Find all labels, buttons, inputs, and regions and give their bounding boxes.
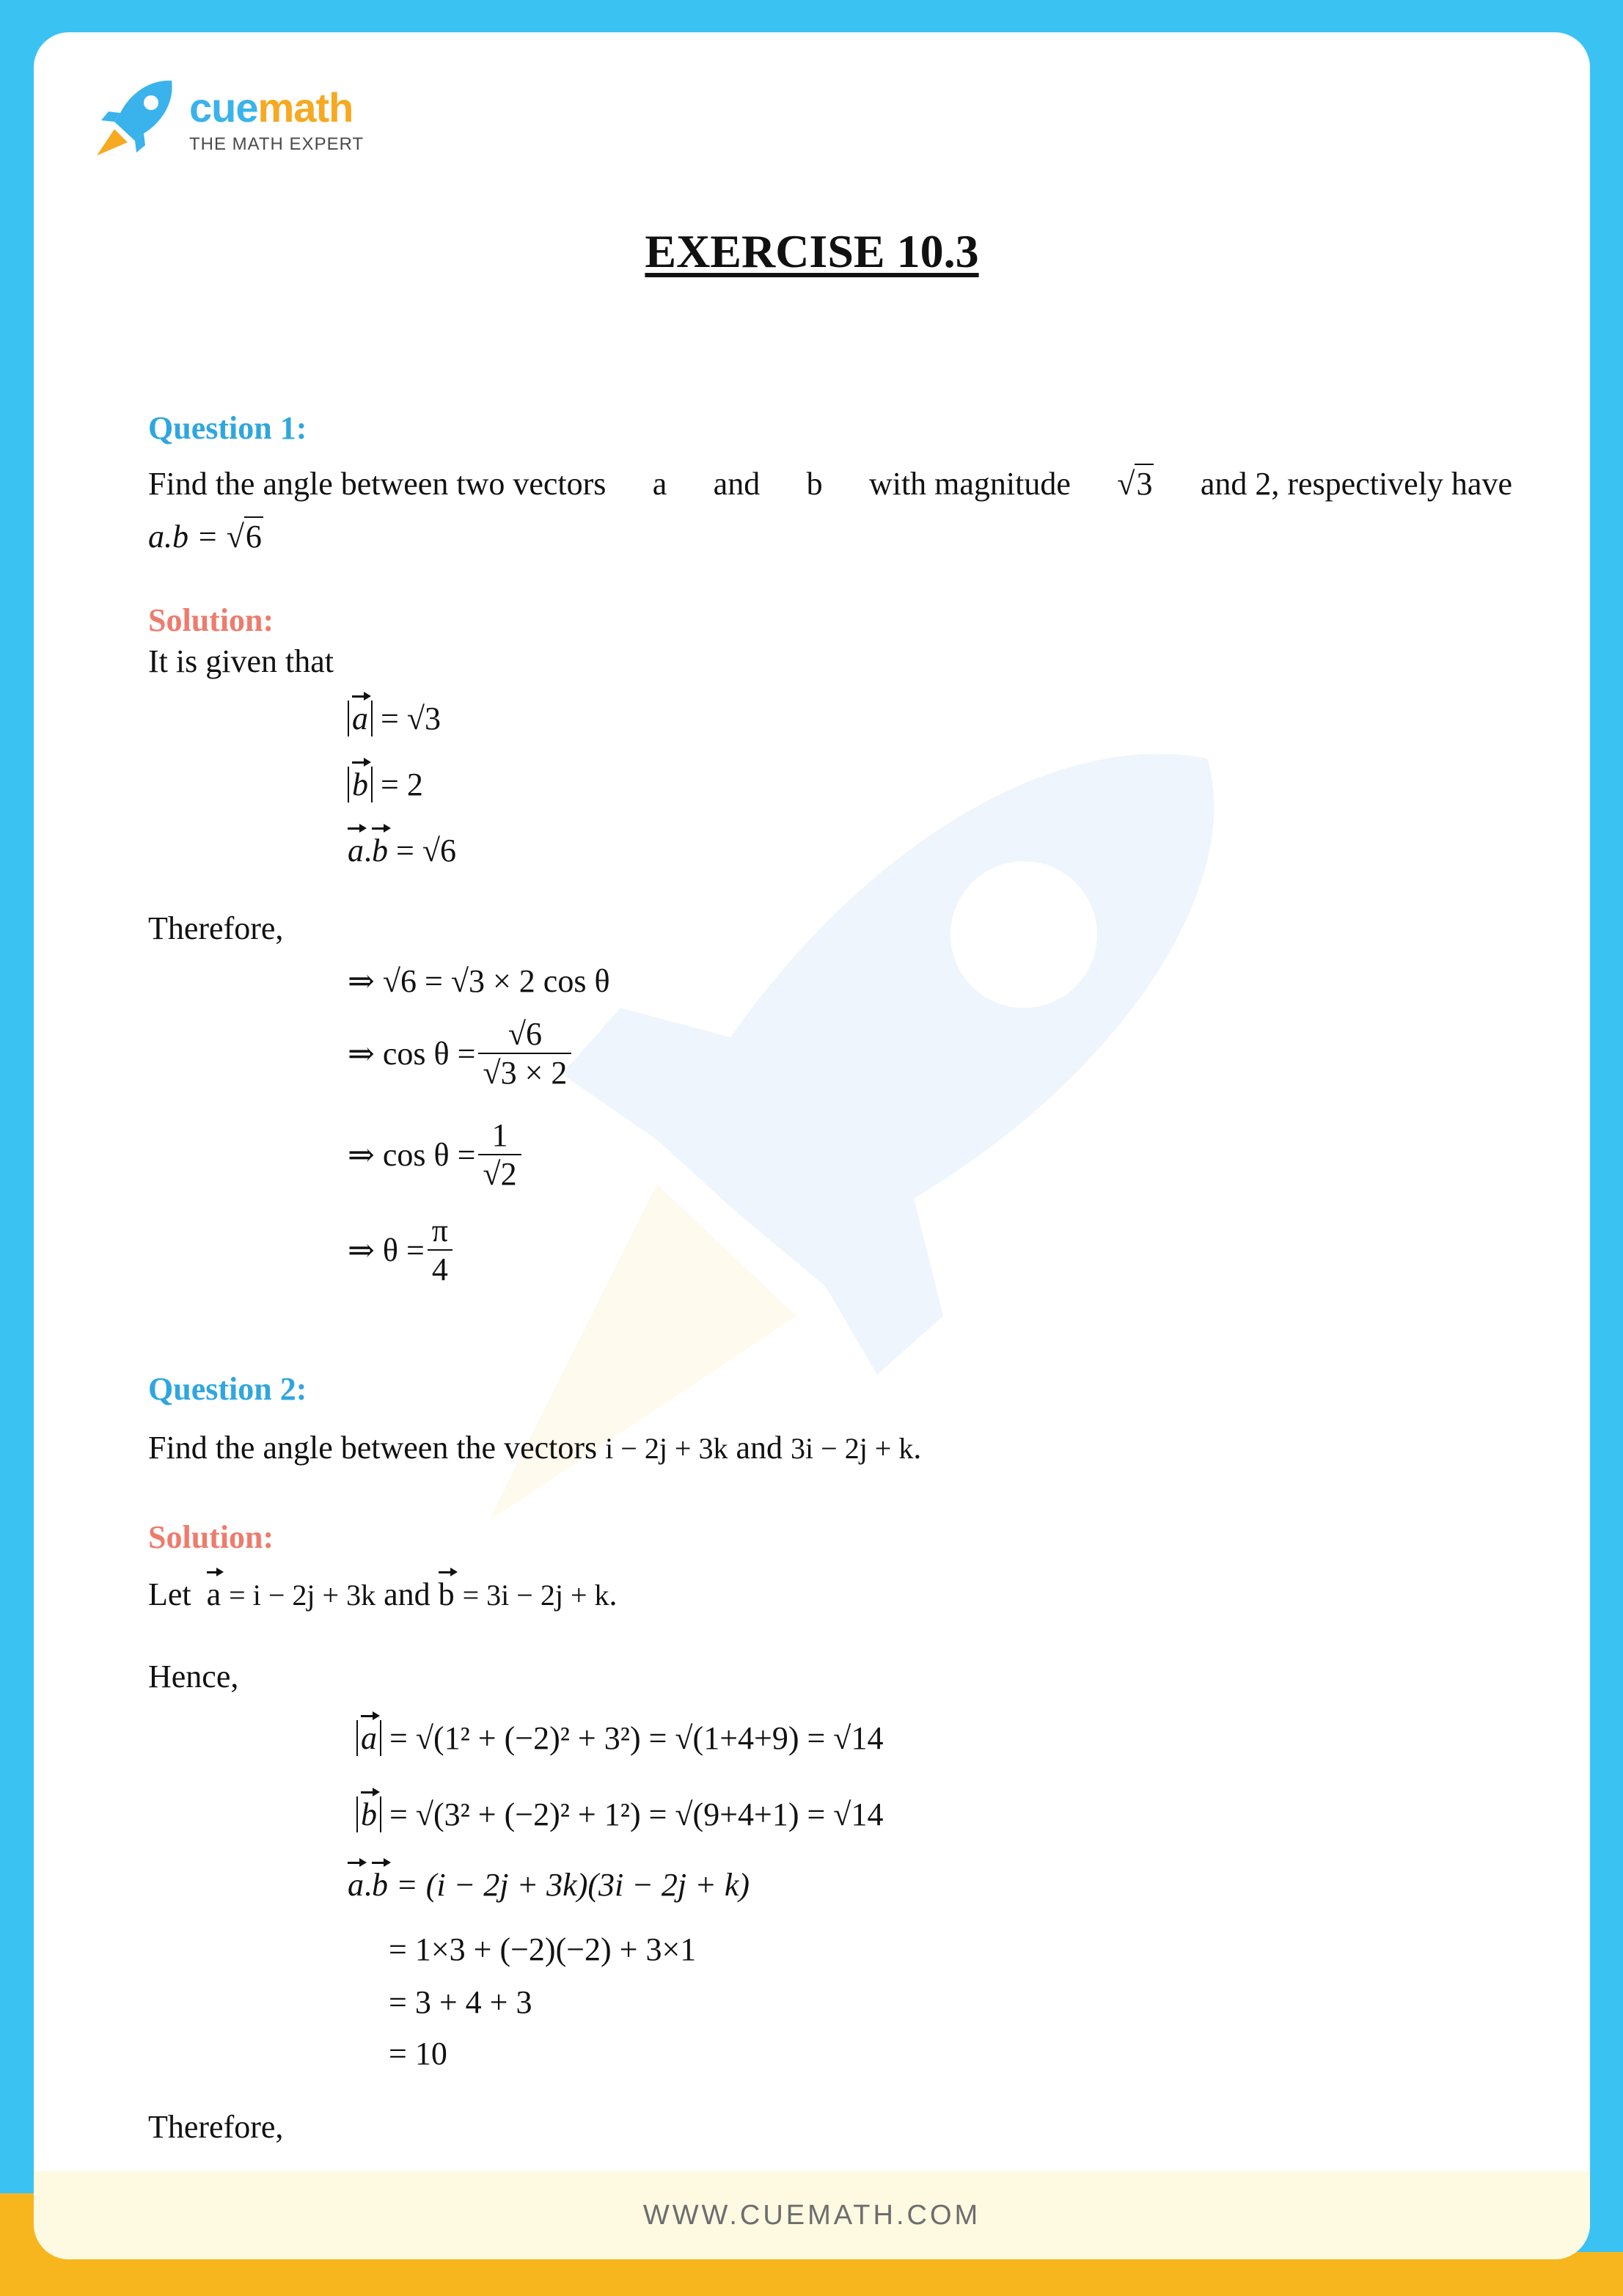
- q1-text-part: Find the angle between two vectors: [148, 466, 607, 502]
- q1-dot-rhs: 6: [244, 516, 263, 555]
- q2-text: Find the angle between the vectors: [148, 1430, 598, 1466]
- s2-dot-product: a.b = (i − 2j + 3k)(3i − 2j + k): [348, 1867, 750, 1903]
- s2-dot-step-4: = 10: [389, 2036, 447, 2072]
- s1-step-4-num: π: [431, 1213, 448, 1248]
- brand-tagline: THE MATH EXPERT: [189, 134, 364, 154]
- s1-given-b-value: = 2: [381, 767, 423, 802]
- s1-given-a: a = √3: [348, 700, 441, 737]
- s1-step-4-den: 4: [428, 1249, 453, 1288]
- s2-let-label: Let: [148, 1576, 191, 1612]
- s1-step-4-lhs: ⇒ θ =: [348, 1232, 425, 1268]
- q1-vector-a: a: [652, 466, 667, 502]
- solution-2-heading: Solution:: [148, 1519, 274, 1555]
- q1-magnitude: 3: [1135, 464, 1154, 502]
- s1-given-b: b = 2: [348, 766, 423, 803]
- q2-vector-1: i − 2j + 3k: [605, 1432, 728, 1465]
- page-title: EXERCISE 10.3: [645, 225, 979, 277]
- question-1-heading: Question 1:: [148, 410, 307, 446]
- s2-dot-step-3: = 3 + 4 + 3: [389, 1984, 532, 2020]
- q2-end: .: [913, 1430, 922, 1466]
- s1-step-2: [348, 1015, 574, 1092]
- q2-and: and: [736, 1430, 783, 1466]
- s2-modulus-b: b = √(3² + (−2)² + 1²) = √(9+4+1) = √14: [356, 1796, 883, 1833]
- rocket-logo-icon: [92, 76, 180, 164]
- s2-a-definition: = i − 2j + 3k: [229, 1579, 376, 1612]
- s2-and: and: [384, 1576, 431, 1612]
- solution-2-let: Let a = i − 2j + 3k and b = 3i − 2j + k.: [148, 1576, 618, 1612]
- s1-step-2-num: √6: [508, 1016, 542, 1052]
- s2-dot-step-2: = 1×3 + (−2)(−2) + 3×1: [389, 1931, 697, 1967]
- s1-given-dot: a.b = √6: [348, 833, 456, 869]
- s2-end: .: [609, 1576, 618, 1612]
- q1-vector-b: b: [806, 466, 823, 502]
- q1-dot-lhs: a.b =: [148, 519, 219, 555]
- s1-step-3-den: √2: [478, 1154, 521, 1193]
- rocket-watermark-icon: [415, 729, 1332, 1609]
- s2-hence: Hence,: [148, 1659, 239, 1694]
- s1-given-dot-value: = √6: [396, 833, 456, 869]
- s1-step-4: [348, 1212, 455, 1288]
- s1-step-1: ⇒ √6 = √3 × 2 cos θ: [348, 963, 610, 999]
- s1-step-2-lhs: ⇒ cos θ =: [348, 1035, 476, 1072]
- cuemath-logo: [92, 76, 364, 164]
- s2-modulus-a: a = √(1² + (−2)² + 3²) = √(1+4+9) = √14: [356, 1719, 883, 1757]
- s1-step-2-den: √3 × 2: [478, 1053, 571, 1092]
- s1-therefore: Therefore,: [148, 910, 284, 946]
- s2-modulus-a-value: = √(1² + (−2)² + 3²) = √(1+4+9) = √14: [389, 1720, 884, 1756]
- q1-text-with: with magnitude: [868, 466, 1071, 502]
- solution-1-intro: It is given that: [148, 643, 334, 679]
- brand-wordmark: cuemath: [189, 84, 353, 131]
- question-2-heading: Question 2:: [148, 1371, 307, 1407]
- question-1-text: Find the angle between two vectors a and b with magnitude √3 and 2, respectively have: [148, 464, 1512, 502]
- document-page: [34, 32, 1590, 2259]
- solution-1-heading: Solution:: [148, 602, 274, 638]
- q1-dot-product: a.b = √6: [148, 516, 263, 555]
- s2-b-definition: = 3i − 2j + k: [462, 1579, 609, 1612]
- s2-dot-expansion: = (i − 2j + 3k)(3i − 2j + k): [396, 1867, 750, 1903]
- s2-therefore: Therefore,: [148, 2109, 284, 2145]
- s1-step-3-num: 1: [491, 1117, 508, 1153]
- s2-modulus-b-value: = √(3² + (−2)² + 1²) = √(9+4+1) = √14: [389, 1796, 884, 1832]
- q1-text-rest: and 2, respectively have: [1200, 466, 1512, 502]
- q2-vector-2: 3i − 2j + k: [791, 1432, 914, 1465]
- question-2-text: [148, 1429, 921, 1466]
- s1-given-a-value: = √3: [381, 701, 441, 736]
- q1-text-and: and: [713, 466, 761, 502]
- footer-url: WWW.CUEMATH.COM: [642, 2199, 981, 2231]
- page-footer: [34, 2171, 1590, 2259]
- s1-step-3: [348, 1116, 524, 1193]
- s1-step-3-lhs: ⇒ cos θ =: [348, 1136, 476, 1173]
